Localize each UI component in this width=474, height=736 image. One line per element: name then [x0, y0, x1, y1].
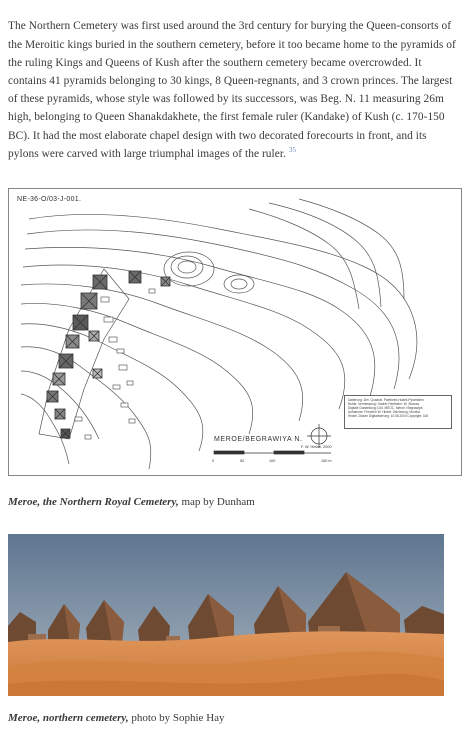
footnote-link[interactable]: 35	[288, 146, 296, 155]
paragraph-text: The Northern Cemetery was first used around the 3rd century for burying the Queen-consorts of the Meroitic kings buried in the southern cemetery, before it too became home to the pyramids of the ruling Kings and Queens of Kush after the southern cemetery became overcrowded. It contains 41 pyramids belonging to 30 kings, 8 Queen-regnants, and 3 crown princes. The largest of these pyramids, whose style was followed by its successors, was Beg. N. 11 measuring 26m high, belonging to Queen Shanakdakhete, the first female ruler (Kandake) of Kush (c. 170-150 BC). It had the most elaborate chapel design with two decorated forecourts in front, and its pylons were carved with large triumphal images of the ruler.	[8, 20, 456, 160]
photo-caption	[8, 712, 225, 724]
map-drawing	[9, 189, 463, 477]
cemetery-photo	[8, 534, 444, 696]
scale-label: 100	[269, 459, 276, 463]
map-caption	[8, 496, 255, 508]
scale-label: 150 m	[321, 459, 332, 463]
map-code: NE-36-O/03-J-001.	[17, 196, 82, 203]
map-info-text: Datierung: Ziel. Quadrat. Paetheim-Hudeli-Pyramiden. Nubia. Vermessung: Hudrer-Paetheim. W. Strauss Digitale Darstellung: DAI, MEOC. Meroe / Begrawiya Aufnahme: Friedrich W. Hinkel. Zeichnung: Monika Hinkel. Datum Digitalisierung: 10.06.2004 Copyright: DAI	[348, 398, 429, 418]
map-info-box	[344, 395, 452, 429]
map-caption-title: Meroe, the Northern Royal Cemetery,	[8, 496, 179, 508]
map-caption-suffix: map by Dunham	[178, 496, 255, 508]
map-credit: F. W. Hinkel, 2000	[301, 445, 332, 449]
scale-label: 50	[240, 459, 245, 463]
map-title: MEROE/BEGRAWIYA N.	[214, 436, 303, 443]
photo-caption-title: Meroe, northern cemetery,	[8, 712, 129, 724]
scale-label: 0	[212, 459, 215, 463]
photo-caption-suffix: photo by Sophie Hay	[128, 712, 225, 724]
article-paragraph	[8, 17, 460, 163]
cemetery-map	[8, 188, 462, 476]
photo-drawing	[8, 534, 444, 696]
